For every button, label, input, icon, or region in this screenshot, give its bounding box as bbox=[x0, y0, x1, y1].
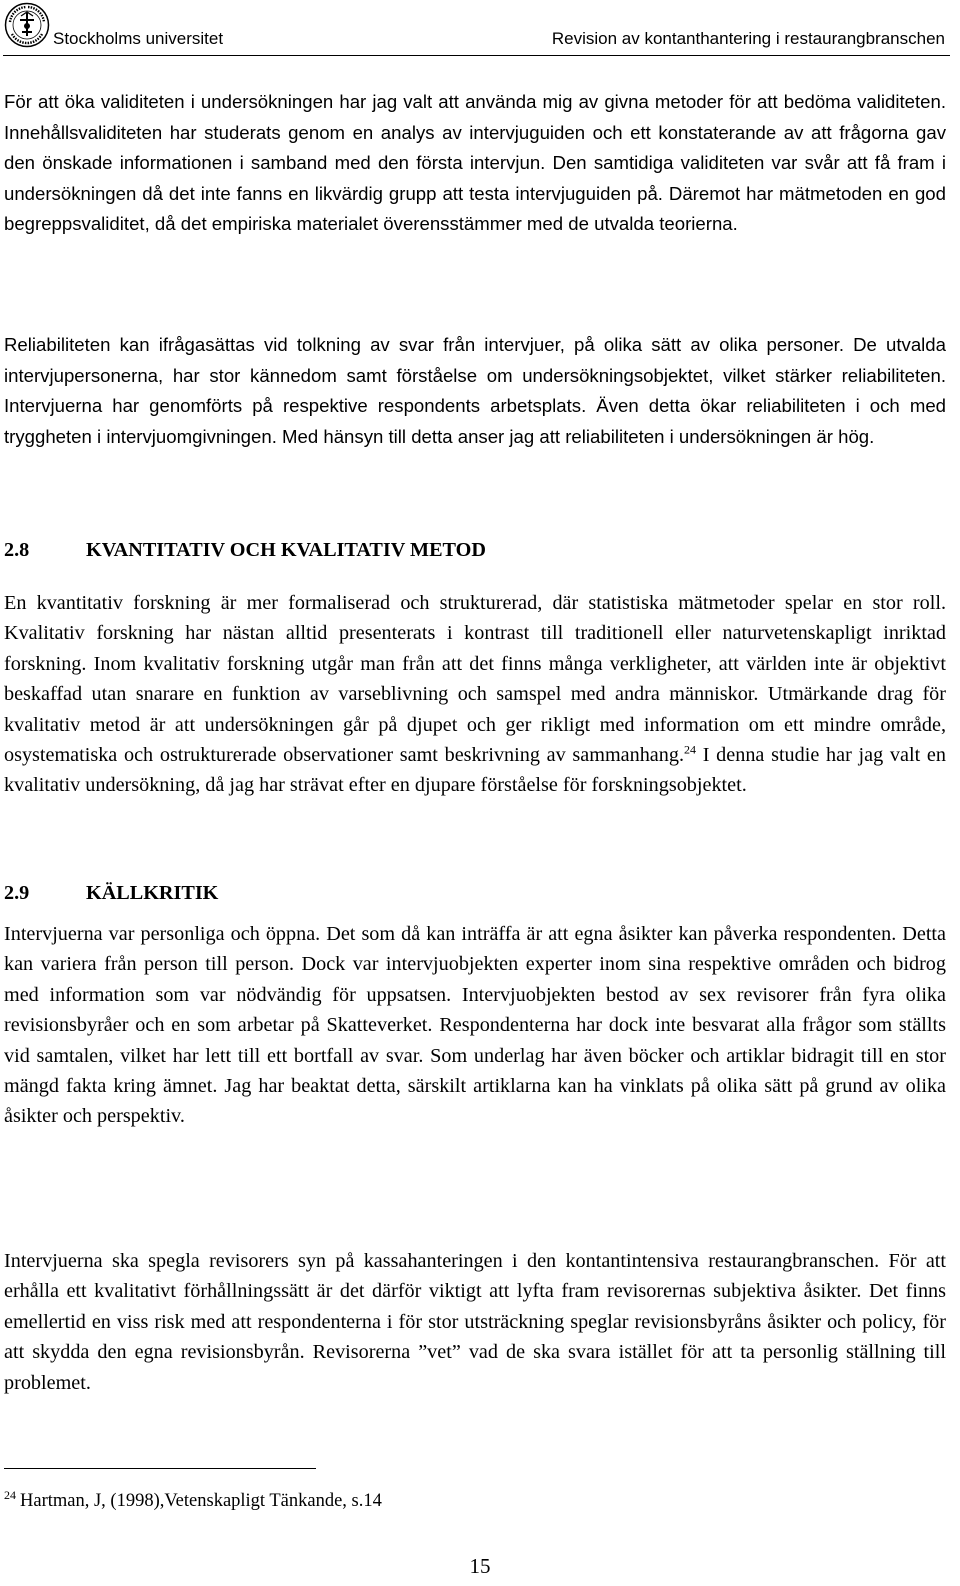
paragraph-method bbox=[4, 588, 946, 801]
section-title: KVANTITATIV OCH KVALITATIV METOD bbox=[86, 539, 486, 561]
header-institution: Stockholms universitet bbox=[53, 29, 224, 48]
page-header bbox=[0, 0, 960, 60]
footnote-number: 24 bbox=[4, 1487, 16, 1502]
paragraph-text: Intervjuerna var personliga och öppna. Det som då kan inträffa är att egna åsikter kan påverka respondenten. Detta kan variera från person till person. Dock var intervjuobjekten experter inom sina respektive områden och bidrog med information som var nödvändig för uppsatsen. Intervjuobjekten bestod av sex revisorer från fyra olika revisionsbyråer och en som arbetar på Skatteverket. Respondenterna har dock inte besvarat alla frågor som ställts vid samtalen, vilket har lett till ett bortfall av svar. Som underlag har även böcker och artiklar bidragit till en stor mängd fakta kring ämnet. Jag har beaktat detta, särskilt artiklarna kan ha vinklats på olika sätt på grund av olika åsikter och perspektiv. bbox=[4, 923, 946, 1128]
paragraph-text: Reliabiliteten kan ifrågasättas vid tolkning av svar från intervjuer, på olika sätt av olika personer. De utvalda intervjupersonerna, har stor kännedom samt förståelse om undersökningsobjektet, vilket stärker reliabiliteten. Intervjuerna har genomförts på respektive respondents arbetsplats. Även detta ökar reliabiliteten i och med tryggheten i intervjuomgivningen. Med hänsyn till detta anser jag att reliabiliteten i undersökningen är hög. bbox=[4, 334, 946, 447]
footnote-divider bbox=[4, 1468, 316, 1469]
paragraph-source-criticism bbox=[4, 919, 946, 1132]
section-heading-2-8 bbox=[4, 539, 486, 562]
section-number: 2.8 bbox=[4, 539, 30, 561]
section-heading-2-9 bbox=[4, 882, 218, 905]
header-title: Revision av kontanthantering i restaurangbranschen bbox=[551, 29, 945, 48]
footnote-reference: 24 bbox=[684, 742, 696, 757]
footnote bbox=[4, 1487, 382, 1512]
section-title: KÄLLKRITIK bbox=[86, 882, 219, 904]
section-number: 2.9 bbox=[4, 882, 30, 904]
paragraph-reliability bbox=[4, 330, 946, 452]
page-number: 15 bbox=[469, 1554, 491, 1578]
paragraph-text-part: En kvantitativ forskning är mer formaliserad och strukturerad, där statistiska mätmetoder spelar en stor roll. Kvalitativ forskning har nästan alltid presenterats i kontrast till traditionell eller naturvetenskapligt inriktad forskning. Inom kvalitativ forskning utgår man från att det finns många verkligheter, att världen inte är objektivt beskaffad utan snarare en funktion av varseblivning och samspel med andra människor. Utmärkande drag för kvalitativ metod är att undersökningen går på djupet och ger rikligt med information om ett mindre område, osystematiska och ostrukturerade observationer samt beskrivning av sammanhang. bbox=[4, 592, 946, 767]
paragraph-interviews bbox=[4, 1246, 946, 1398]
paragraph-text bbox=[4, 588, 946, 801]
footnote-text: Hartman, J, (1998),Vetenskapligt Tänkande, s.14 bbox=[20, 1491, 382, 1511]
paragraph-text: För att öka validiteten i undersökningen har jag valt att använda mig av givna metoder för att bedöma validiteten. Innehållsvaliditeten har studerats genom en analys av intervjuguiden och ett konstaterande av att frågorna gav den önskade informationen i samband med den första intervjun. Den samtidiga validiteten var svår att få fram i undersökningen då det inte fanns en likvärdig grupp att testa intervjuguiden på. Däremot har mätmetoden en god begreppsvaliditet, då det empiriska materialet överensstämmer med de utvalda teorierna. bbox=[4, 91, 946, 234]
university-seal-logo bbox=[4, 2, 50, 48]
paragraph-text-part: I denna studie har jag valt en kvalitativ undersökning, då jag har strävat efter en djupare förståelse för forskningsobjektet. bbox=[4, 744, 946, 797]
paragraph-text: Intervjuerna ska spegla revisorers syn på kassahanteringen i den kontantintensiva restaurangbranschen. För att erhålla ett kvalitativt förhållningssätt är det därför viktigt att lyfta fram revisorernas subjektiva åsikter. Det finns emellertid en viss risk med att respondenterna i för stor utsträckning speglar revisionsbyråns åsikter och policy, för att skydda den egna revisionsbyrån. Revisorerna ”vet” vad de ska svara istället för att ta personlig ställning till problemet. bbox=[4, 1250, 946, 1394]
header-divider bbox=[3, 55, 950, 56]
paragraph-validity bbox=[4, 87, 946, 240]
